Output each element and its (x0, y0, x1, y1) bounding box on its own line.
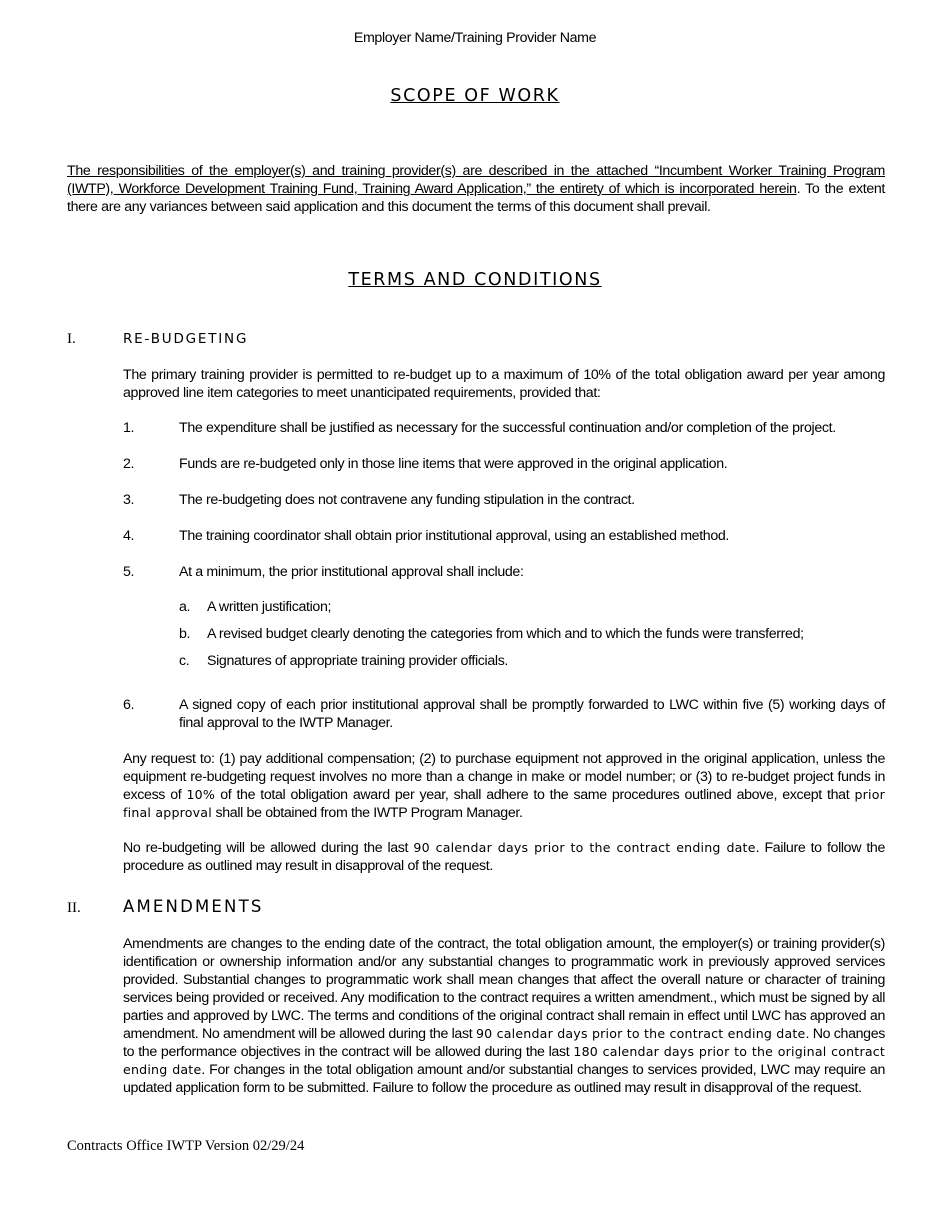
rebudget-intro: The primary training provider is permitted to re-budget up to a maximum of 10% of the total obligation award per year among approved line item categories to meet unanticipated requirements, provided that: (123, 367, 885, 401)
item-number: 6. (123, 697, 135, 713)
item-text: The training coordinator shall obtain prior institutional approval, using an established method. (179, 528, 730, 544)
subitem-letter: c. (179, 653, 190, 669)
item-number: 2. (123, 456, 135, 472)
amendments-text: . No changes to the performance objectives in the contract will be allowed during the last (123, 1026, 885, 1060)
item-text: A signed copy of each prior institutional approval shall be promptly forwarded to LWC within five (5) working days of final approval to the IWTP Manager. (179, 697, 885, 731)
request-text: of the total obligation award per year, shall adhere to the same procedures outlined above, except that (215, 787, 855, 803)
item-number: 3. (123, 492, 135, 508)
item-text: At a minimum, the prior institutional approval shall include: (179, 564, 524, 580)
subitem-text: A revised budget clearly denoting the categories from which and to which the funds were transferred; (207, 626, 804, 642)
ninety-days-text: 90 calendar days prior to the contract ending date (413, 840, 756, 855)
footer-version: Contracts Office IWTP Version 02/29/24 (67, 1138, 305, 1154)
amendments-text: Amendments are changes to the ending date of the contract, the total obligation amount, the employer(s) or training provider(s) identification or ownership information and/or any substantial changes to programmatic work in previously approved services provided. Substantial changes to programmatic work shall mean changes that affect the overall nature or character of training services being provided or received. Any modification to the contract requires a written amendment., which must be signed by all parties and approved by LWC. The terms and conditions of the original contract shall remain in effect until LWC has approved an amendment. No amendment will be allowed during the last (123, 936, 885, 1042)
subitem-letter: a. (179, 599, 191, 615)
no-rebudget-text: No re-budgeting will be allowed during the last (123, 840, 414, 856)
no-rebudget-text: . Failure to follow the procedure as outlined may result in disapproval of the request. (123, 840, 885, 874)
amendments-text: . For changes in the total obligation amount and/or substantial changes to services provided, LWC may require an updated application form to be submitted. Failure to follow the procedure as outlined may result in disapproval of the request. (123, 1062, 885, 1096)
ninety-days-text: 90 calendar days prior to the contract ending date (475, 1026, 806, 1041)
scope-of-work-title: SCOPE OF WORK (390, 86, 560, 106)
item-number: 4. (123, 528, 135, 544)
amendments-paragraph (123, 935, 885, 1097)
subitem-text: Signatures of appropriate training provider officials. (207, 653, 509, 669)
item-text: The re-budgeting does not contravene any funding stipulation in the contract. (179, 492, 635, 508)
section-1-numeral: I. (67, 331, 76, 347)
scope-rest-text: . To the extent there are any variances between said application and this document the terms of this document shall prevail. (67, 181, 885, 215)
terms-conditions-title: TERMS AND CONDITIONS (348, 270, 602, 290)
scope-underlined-text: The responsibilities of the employer(s) and training provider(s) are described in the attached “Incumbent Worker Training Program (IWTP), Workforce Development Training Fund, Training Award Application,” the entirety of which is incorporated herein (67, 163, 885, 197)
request-paragraph (123, 750, 885, 822)
section-2-title: AMENDMENTS (123, 897, 264, 916)
section-1-title: RE-BUDGETING (123, 331, 249, 347)
item-number: 1. (123, 420, 135, 436)
item-text: The expenditure shall be justified as necessary for the successful continuation and/or completion of the project. (179, 420, 836, 436)
percent-value: 10% (186, 787, 216, 802)
request-text: shall be obtained from the IWTP Program Manager. (211, 805, 523, 821)
one-eighty-days-text: 180 calendar days prior to the original contract ending date (123, 1044, 886, 1077)
item-text: Funds are re-budgeted only in those line items that were approved in the original application. (179, 456, 728, 472)
subitem-letter: b. (179, 626, 191, 642)
section-2-numeral: II. (67, 900, 81, 916)
scope-paragraph (67, 162, 885, 216)
item-number: 5. (123, 564, 135, 580)
request-text: Any request to: (1) pay additional compensation; (2) to purchase equipment not approved in the original application, unless the equipment re-budgeting request involves no more than a change in make or model number; or (3) to re-budget project funds in excess of (123, 751, 885, 803)
no-rebudget-paragraph (123, 839, 885, 875)
subitem-text: A written justification; (207, 599, 332, 615)
prior-final-approval-text: prior final approval (123, 787, 886, 820)
employer-name-header: Employer Name/Training Provider Name (353, 30, 597, 46)
